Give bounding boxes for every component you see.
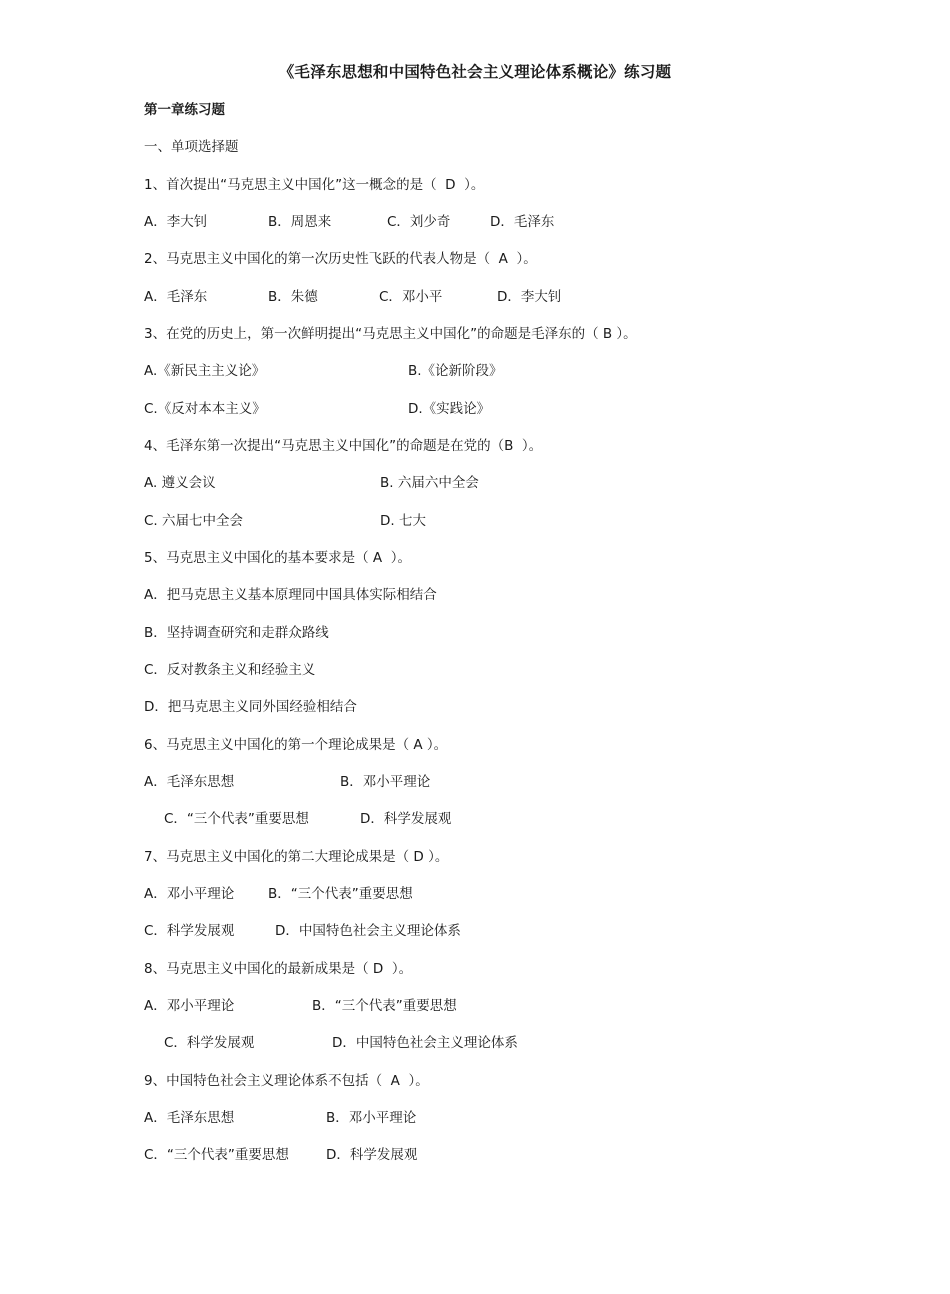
q3-option-b: B.《论新阶段》 [408, 363, 503, 379]
q5-option-a: A．把马克思主义基本原理同中国具体实际相结合 [144, 587, 437, 603]
q4-option-a: A. 遵义会议 [144, 475, 216, 491]
question-6-stem: 6、马克思主义中国化的第一个理论成果是（ A ）。 [144, 737, 448, 753]
q8-option-a: A．邓小平理论 [144, 998, 235, 1014]
chapter-heading: 第一章练习题 [144, 102, 225, 118]
q7-option-c: C．科学发展观 [144, 923, 235, 939]
question-9-stem: 9、中国特色社会主义理论体系不包括（ A ）。 [144, 1073, 429, 1089]
q6-option-a: A．毛泽东思想 [144, 774, 235, 790]
q7-option-a: A．邓小平理论 [144, 886, 235, 902]
q7-option-d: D．中国特色社会主义理论体系 [275, 923, 461, 939]
q8-option-d: D．中国特色社会主义理论体系 [332, 1035, 518, 1051]
q4-option-b: B. 六届六中全会 [380, 475, 479, 491]
q1-option-d: D．毛泽东 [490, 214, 555, 230]
q6-option-d: D．科学发展观 [360, 811, 452, 827]
q3-option-c: C.《反对本本主义》 [144, 401, 266, 417]
question-3-stem: 3、在党的历史上，第一次鲜明提出“马克思主义中国化”的命题是毛泽东的（ B ）。 [144, 326, 637, 342]
section-heading: 一、单项选择题 [144, 139, 239, 155]
q9-option-a: A．毛泽东思想 [144, 1110, 235, 1126]
q9-option-d: D．科学发展观 [326, 1147, 418, 1163]
question-1-stem: 1、首次提出“马克思主义中国化”这一概念的是（ D ）。 [144, 177, 485, 193]
q3-option-a: A.《新民主主义论》 [144, 363, 266, 379]
question-7-stem: 7、马克思主义中国化的第二大理论成果是（ D ）。 [144, 849, 449, 865]
q9-option-c: C．“三个代表”重要思想 [144, 1147, 289, 1163]
q2-option-c: C．邓小平 [379, 289, 443, 305]
q1-option-a: A．李大钊 [144, 214, 208, 230]
q5-option-d: D．把马克思主义同外国经验相结合 [144, 699, 357, 715]
q3-option-d: D.《实践论》 [408, 401, 491, 417]
q4-option-c: C. 六届七中全会 [144, 513, 244, 529]
q5-option-b: B．坚持调查研究和走群众路线 [144, 625, 329, 641]
question-2-stem: 2、马克思主义中国化的第一次历史性飞跃的代表人物是（ A ）。 [144, 251, 537, 267]
question-8-stem: 8、马克思主义中国化的最新成果是（ D ）。 [144, 961, 413, 977]
question-5-stem: 5、马克思主义中国化的基本要求是（ A ）。 [144, 550, 411, 566]
q6-option-b: B．邓小平理论 [340, 774, 431, 790]
q8-option-b: B．“三个代表”重要思想 [312, 998, 457, 1014]
document-title: 《毛泽东思想和中国特色社会主义理论体系概论》练习题 [278, 63, 672, 81]
q9-option-b: B．邓小平理论 [326, 1110, 417, 1126]
q5-option-c: C．反对教条主义和经验主义 [144, 662, 316, 678]
q2-option-b: B．朱德 [268, 289, 318, 305]
q4-option-d: D. 七大 [380, 513, 426, 529]
q7-option-b: B．“三个代表”重要思想 [268, 886, 413, 902]
q2-option-a: A．毛泽东 [144, 289, 208, 305]
q1-option-b: B．周恩来 [268, 214, 332, 230]
q2-option-d: D．李大钊 [497, 289, 562, 305]
q1-option-c: C．刘少奇 [387, 214, 451, 230]
question-4-stem: 4、毛泽东第一次提出“马克思主义中国化”的命题是在党的（B ）。 [144, 438, 543, 454]
q8-option-c: C．科学发展观 [164, 1035, 255, 1051]
q6-option-c: C．“三个代表”重要思想 [164, 811, 309, 827]
